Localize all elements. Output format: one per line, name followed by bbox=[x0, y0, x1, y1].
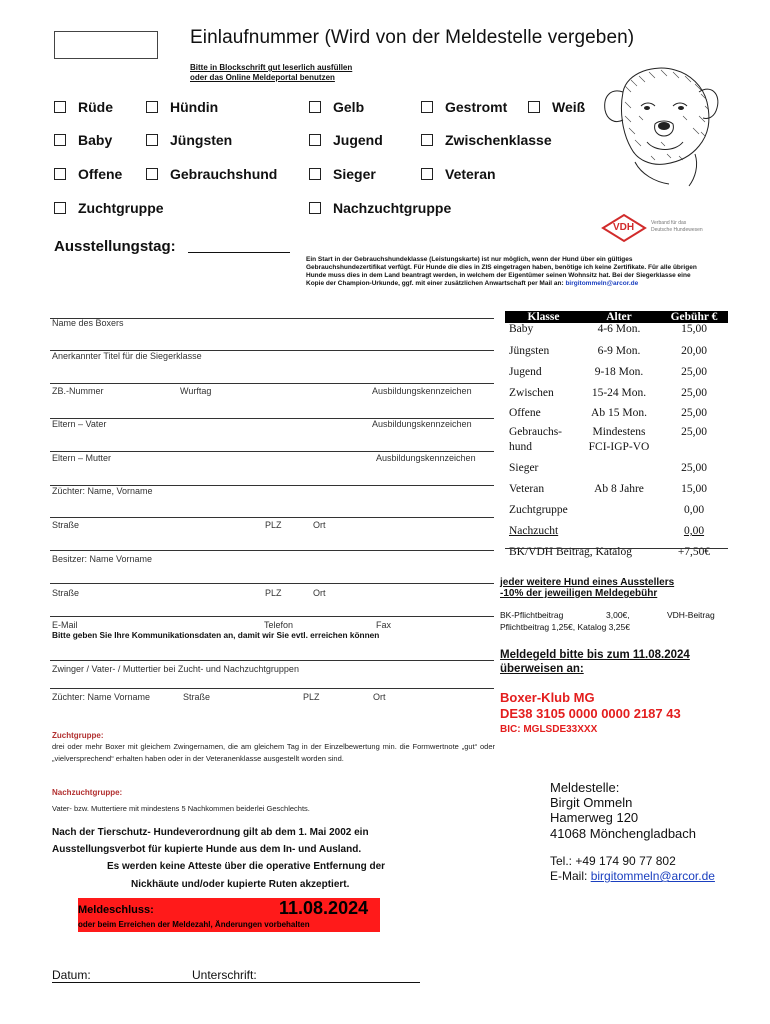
fee-alter bbox=[578, 525, 656, 546]
fee-klasse: Jugend bbox=[509, 366, 542, 378]
fee-row-baby bbox=[505, 323, 728, 345]
checkbox-label: Sieger bbox=[333, 166, 376, 182]
email-line[interactable] bbox=[50, 616, 494, 617]
fee-alter bbox=[578, 504, 656, 525]
discount-line2: -10% der jeweiligen Meldegebühr bbox=[500, 588, 658, 599]
registration-form bbox=[50, 318, 494, 710]
datum-label: Datum: bbox=[52, 968, 91, 982]
fee-gebuehr: 25,00 bbox=[681, 387, 707, 399]
titel-label: Anerkannter Titel für die Siegerklasse bbox=[52, 351, 202, 361]
checkbox-label: Hündin bbox=[170, 99, 219, 115]
fee-header-klasse: Klasse bbox=[505, 311, 578, 323]
tierschutz-line2: Ausstellungsverbot für kupierte Hunde aus dem In- und Ausland. bbox=[52, 844, 362, 855]
fee-table-header bbox=[505, 311, 728, 323]
fee-gebuehr: 0,00 bbox=[683, 525, 705, 537]
besitzer-label: Besitzer: Name Vorname bbox=[52, 554, 153, 564]
checkbox-label: Veteran bbox=[445, 166, 496, 182]
bank-iban: DE38 3105 0000 0000 2187 43 bbox=[500, 706, 681, 721]
fee-alter: 9-18 Mon. bbox=[594, 366, 644, 378]
checkbox-box[interactable] bbox=[421, 168, 433, 180]
mutter-line[interactable] bbox=[50, 451, 494, 452]
fee-row-veteran bbox=[505, 483, 728, 504]
checkbox-offene[interactable] bbox=[54, 166, 122, 182]
checkbox-veteran[interactable] bbox=[421, 166, 496, 182]
zwinger-label: Zwinger / Vater- / Muttertier bei Zucht- und Nachzuchtgruppen bbox=[52, 664, 299, 674]
meldestelle-email bbox=[550, 869, 715, 883]
checkbox-box[interactable] bbox=[528, 101, 540, 113]
checkbox-label: Gelb bbox=[333, 99, 365, 115]
meldestelle-label: Meldestelle: bbox=[550, 780, 620, 795]
meldestelle-tel: Tel.: +49 174 90 77 802 bbox=[550, 854, 676, 868]
tierschutz-line3: Es werden keine Atteste über die operative Entfernung der bbox=[107, 861, 386, 872]
ausbildung-label-3: Ausbildungskennzeichen bbox=[376, 453, 476, 463]
vdh-caption-1: Verband für das bbox=[651, 220, 687, 226]
fee-row-juengsten bbox=[505, 345, 728, 366]
zwinger-line[interactable] bbox=[50, 660, 494, 661]
fee-row-offene bbox=[505, 407, 728, 426]
fax-label: Fax bbox=[376, 620, 392, 630]
checkbox-box[interactable] bbox=[146, 101, 158, 113]
checkbox-label: Zuchtgruppe bbox=[78, 200, 164, 216]
checkbox-label: Gestromt bbox=[445, 99, 508, 115]
checkbox-label: Rüde bbox=[78, 99, 113, 115]
checkbox-box[interactable] bbox=[421, 134, 433, 146]
zuechter-label: Züchter: Name, Vorname bbox=[52, 486, 153, 496]
fee-table-divider bbox=[505, 548, 728, 549]
strasse1-label: Straße bbox=[52, 520, 80, 530]
checkbox-baby[interactable] bbox=[54, 132, 112, 148]
notice-text: Ein Start in der Gebrauchshundeklasse (Leistungskarte) ist nur möglich, wenn der Hund über ein gültiges Gebrauchshundezertifikat verfügt. Für Hunde die dies in ZIS eingetragen haben, benötige ich keine Zertifikate. Für alle übrigen Hunde muss dies in dem Land beantragt werden, in welchem der Eigentümer seinen Wohnsitz hat. Bei der Siegerklasse eine Kopie der Champion-Urkunde, ggf. mit einer zusätzlichen Anwartschaft per Mail an: bbox=[306, 256, 697, 287]
checkbox-zwischenklasse[interactable] bbox=[421, 132, 552, 148]
meldestelle-city: 41068 Mönchengladbach bbox=[550, 826, 697, 841]
checkbox-label: Nachzuchtgruppe bbox=[333, 200, 452, 216]
fee-alter: 4-6 Mon. bbox=[597, 323, 641, 335]
checkbox-box[interactable] bbox=[309, 134, 321, 146]
fee-klasse: BK/VDH Beitrag, Katalog bbox=[509, 546, 632, 558]
zuchtgruppe-text: drei oder mehr Boxer mit gleichem Zwingernamen, die am gleichem Tag in der Einzelbewertung min. die Formwertnote „gut“ oder „vielversprechend“ erhalten haben oder in der Veteranenklasse ausgestellt worden sind. bbox=[52, 742, 495, 763]
meldestelle-name: Birgit Ommeln bbox=[550, 795, 633, 810]
checkbox-box[interactable] bbox=[309, 202, 321, 214]
checkbox-zuchtgruppe[interactable] bbox=[54, 200, 164, 216]
nachzucht-heading: Nachzuchtgruppe: bbox=[52, 788, 123, 797]
strasse1-line[interactable] bbox=[50, 517, 494, 518]
fee-klasse: Offene bbox=[509, 407, 541, 419]
plz3-label: PLZ bbox=[303, 692, 320, 702]
ort2-label: Ort bbox=[313, 588, 326, 598]
wurftag-label: Wurftag bbox=[180, 386, 212, 396]
bank-name: Boxer-Klub MG bbox=[500, 690, 595, 705]
fee-gebuehr: 25,00 bbox=[681, 462, 707, 474]
fee-alter: 6-9 Mon. bbox=[597, 345, 641, 357]
fee-klasse: hund bbox=[509, 441, 532, 453]
ort3-label: Ort bbox=[373, 692, 386, 702]
ort1-label: Ort bbox=[313, 520, 326, 530]
ausbildung-label-2: Ausbildungskennzeichen bbox=[372, 419, 472, 429]
meldeschluss-banner bbox=[78, 898, 380, 932]
fee-gebuehr: 15,00 bbox=[681, 483, 707, 495]
fee-row-beitrag bbox=[505, 546, 728, 567]
checkbox-box[interactable] bbox=[146, 168, 158, 180]
checkbox-box[interactable] bbox=[146, 134, 158, 146]
vdh-label: VDH-Beitrag bbox=[667, 610, 715, 620]
page-title: Einlaufnummer (Wird von der Meldestelle vergeben) bbox=[190, 27, 635, 48]
strasse3-label: Straße bbox=[183, 692, 211, 702]
nachzucht-text: Vater- bzw. Muttertiere mit mindestens 5 Nachkommen beiderlei Geschlechts. bbox=[52, 804, 310, 813]
fee-klasse: Jüngsten bbox=[509, 345, 550, 357]
meldestelle-street: Hamerweg 120 bbox=[550, 810, 639, 825]
ausstellungstag-field[interactable] bbox=[188, 252, 290, 253]
checkbox-box[interactable] bbox=[54, 168, 66, 180]
meldestelle-email-link[interactable]: birgitommeln@arcor.de bbox=[590, 869, 715, 883]
checkbox-box[interactable] bbox=[54, 101, 66, 113]
strasse2-line[interactable] bbox=[50, 583, 494, 584]
datum-line[interactable] bbox=[52, 982, 192, 983]
kommunikation-note: Bitte geben Sie Ihre Kommunikationsdaten an, damit wir Sie evtl. erreichen können bbox=[52, 630, 380, 640]
mutter-label: Eltern – Mutter bbox=[52, 453, 112, 463]
fee-klasse: Veteran bbox=[509, 483, 545, 495]
instruction-line2: oder das Online Meldeportal benutzen bbox=[190, 73, 335, 82]
fee-gebuehr: +7,50€ bbox=[677, 546, 711, 558]
checkbox-gestromt[interactable] bbox=[421, 99, 507, 115]
checkbox-label: Jugend bbox=[333, 132, 383, 148]
fee-row-jugend bbox=[505, 366, 728, 387]
fee-alter: Ab 15 Mon. bbox=[591, 407, 647, 419]
fee-row-nachzucht bbox=[505, 525, 728, 546]
einlaufnummer-box[interactable] bbox=[54, 31, 158, 59]
besitzer-line[interactable] bbox=[50, 550, 494, 551]
bk-label: BK-Pflichtbeitrag bbox=[500, 610, 564, 620]
fee-row-gebrauchshund-2 bbox=[505, 441, 728, 462]
zb-label: ZB.-Nummer bbox=[52, 386, 104, 396]
telefon-label: Telefon bbox=[264, 620, 294, 630]
fee-gebuehr: 15,00 bbox=[681, 323, 707, 335]
checkbox-huendin[interactable] bbox=[146, 99, 218, 115]
unterschrift-label: Unterschrift: bbox=[192, 968, 257, 982]
checkbox-label: Gebrauchshund bbox=[170, 166, 278, 182]
checkbox-gebrauchshund[interactable] bbox=[146, 166, 277, 182]
zuechter2-label: Züchter: Name Vorname bbox=[52, 692, 151, 702]
fee-alter: Ab 8 Jahre bbox=[594, 483, 644, 495]
checkbox-nachzuchtgruppe[interactable] bbox=[309, 200, 451, 216]
vdh-logo bbox=[601, 213, 729, 243]
checkbox-ruede[interactable] bbox=[54, 99, 113, 115]
discount-line1: jeder weitere Hund eines Ausstellers bbox=[500, 577, 675, 588]
checkbox-label: Zwischenklasse bbox=[445, 132, 552, 148]
checkbox-juengsten[interactable] bbox=[146, 132, 232, 148]
ausbildung-label-1: Ausbildungskennzeichen bbox=[372, 386, 472, 396]
instruction-line1: Bitte in Blockschrift gut leserlich ausfüllen bbox=[190, 63, 353, 72]
fee-klasse: Baby bbox=[509, 323, 534, 335]
vater-label: Eltern – Vater bbox=[52, 419, 107, 429]
boxer-dog-illustration bbox=[595, 62, 725, 188]
strasse2-label: Straße bbox=[52, 588, 80, 598]
meldegeld-line1: Meldegeld bitte bis zum 11.08.2024 bbox=[500, 649, 690, 661]
fee-gebuehr: 0,00 bbox=[683, 504, 705, 516]
fee-klasse: Nachzucht bbox=[509, 525, 559, 537]
checkbox-label: Jüngsten bbox=[170, 132, 233, 148]
meldeschluss-sub: oder beim Erreichen der Meldezahl, Änderungen vorbehalten bbox=[78, 920, 310, 929]
fee-alter: FCI-IGP-VO bbox=[588, 441, 650, 453]
unterschrift-line[interactable] bbox=[192, 982, 420, 983]
checkbox-box[interactable] bbox=[54, 134, 66, 146]
zuchtgruppe-heading: Zuchtgruppe: bbox=[52, 731, 104, 740]
fee-gebuehr: 25,00 bbox=[681, 426, 707, 438]
fee-klasse: Zuchtgruppe bbox=[509, 504, 568, 516]
plz2-label: PLZ bbox=[265, 588, 282, 598]
checkbox-box[interactable] bbox=[54, 202, 66, 214]
fee-alter: Mindestens bbox=[592, 426, 646, 438]
name-boxer-label: Name des Boxers bbox=[52, 318, 124, 328]
pflicht-line: Pflichtbeitrag 1,25€, Katalog 3,25€ bbox=[500, 622, 630, 632]
email-label: E-Mail bbox=[52, 620, 78, 630]
checkbox-box[interactable] bbox=[421, 101, 433, 113]
gebrauchshund-notice bbox=[306, 256, 706, 288]
fee-table bbox=[505, 311, 728, 567]
fee-klasse: Gebrauchs- bbox=[509, 426, 563, 438]
ausstellungstag-label: Ausstellungstag: bbox=[54, 238, 176, 255]
fee-header-gebuehr: Gebühr € bbox=[656, 311, 728, 323]
meldestelle-email-label: E-Mail: bbox=[550, 869, 588, 883]
zuechter2-line[interactable] bbox=[50, 688, 494, 689]
meldeschluss-label: Meldeschluss: bbox=[78, 904, 154, 916]
meldegeld-line2: überweisen an: bbox=[500, 663, 584, 675]
fee-row-zwischen bbox=[505, 387, 728, 407]
checkbox-gelb[interactable] bbox=[309, 99, 364, 115]
checkbox-jugend[interactable] bbox=[309, 132, 383, 148]
vdh-caption-2: Deutsche Hundewesen bbox=[651, 227, 703, 233]
fee-alter: 15-24 Mon. bbox=[591, 387, 647, 399]
fee-row-zuchtgruppe bbox=[505, 504, 728, 525]
zb-line[interactable] bbox=[50, 383, 494, 384]
plz1-label: PLZ bbox=[265, 520, 282, 530]
fee-gebuehr: 25,00 bbox=[681, 407, 707, 419]
checkbox-box[interactable] bbox=[309, 168, 321, 180]
checkbox-weiss[interactable] bbox=[528, 99, 585, 115]
vdh-logo-text: VDH bbox=[613, 222, 635, 233]
bk-amount: 3,00€, bbox=[606, 610, 630, 620]
checkbox-label: Baby bbox=[78, 132, 113, 148]
checkbox-label: Weiß bbox=[552, 99, 586, 115]
fee-header-alter: Alter bbox=[578, 311, 656, 323]
bank-bic: BIC: MGLSDE33XXX bbox=[500, 724, 598, 735]
meldeschluss-date: 11.08.2024 bbox=[279, 898, 369, 918]
fee-klasse: Zwischen bbox=[509, 387, 554, 399]
fee-row-sieger bbox=[505, 462, 728, 483]
checkbox-box[interactable] bbox=[309, 101, 321, 113]
fee-gebuehr bbox=[656, 441, 728, 462]
fee-gebuehr: 20,00 bbox=[681, 345, 707, 357]
checkbox-sieger[interactable] bbox=[309, 166, 376, 182]
notice-email-link[interactable]: birgitommeln@arcor.de bbox=[565, 280, 639, 287]
fee-gebuehr: 25,00 bbox=[681, 366, 707, 378]
fee-alter bbox=[578, 462, 656, 483]
tierschutz-line4: Nickhäute und/oder kupierte Ruten akzeptiert. bbox=[131, 879, 350, 890]
fee-klasse: Sieger bbox=[509, 462, 539, 474]
checkbox-label: Offene bbox=[78, 166, 123, 182]
tierschutz-line1: Nach der Tierschutz- Hundeverordnung gilt ab dem 1. Mai 2002 ein bbox=[52, 827, 369, 838]
fee-row-gebrauchshund bbox=[505, 426, 728, 441]
